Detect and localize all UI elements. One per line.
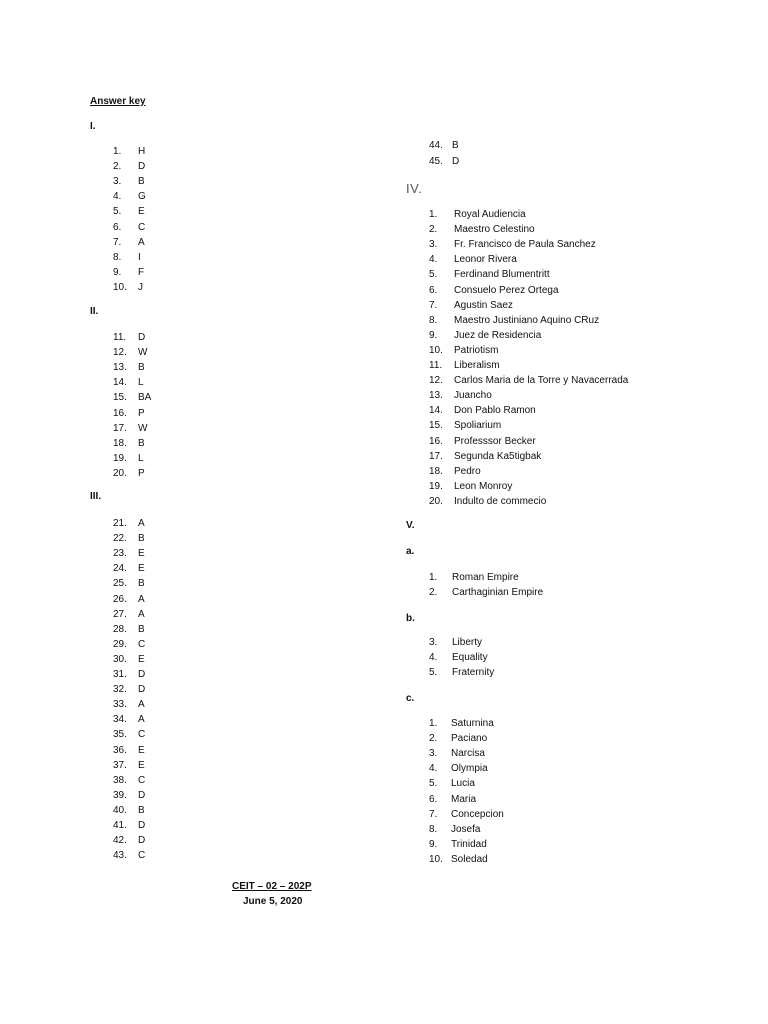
- list-item: [113, 221, 146, 234]
- item-answer: Liberalism: [454, 360, 500, 371]
- item-answer: Fr. Francisco de Paula Sanchez: [454, 239, 596, 251]
- list-item: [113, 437, 145, 450]
- list-item: [429, 823, 481, 836]
- item-answer: D: [138, 820, 146, 831]
- list-item: [113, 774, 146, 787]
- item-number: 33.: [113, 699, 127, 711]
- item-number: 3.: [113, 176, 122, 188]
- item-number: 39.: [113, 789, 127, 801]
- list-item: [429, 375, 629, 387]
- item-answer: I: [138, 251, 141, 263]
- list-item: [113, 422, 148, 435]
- item-answer: Concepcion: [451, 808, 504, 820]
- item-number: 4.: [429, 652, 438, 663]
- item-number: 36.: [113, 744, 127, 756]
- list-item: [429, 329, 542, 342]
- list-item: [429, 360, 500, 372]
- item-number: 43.: [113, 850, 127, 862]
- item-number: 6.: [429, 284, 438, 296]
- item-answer: E: [138, 563, 145, 575]
- item-number: 17.: [429, 450, 443, 462]
- list-item: [429, 314, 600, 327]
- item-answer: W: [138, 347, 148, 359]
- list-item: [429, 390, 492, 402]
- list-item: [113, 236, 145, 249]
- item-number: 3.: [429, 239, 438, 251]
- item-number: 42.: [113, 835, 127, 847]
- item-answer: E: [138, 548, 145, 560]
- item-number: 38.: [113, 774, 127, 786]
- item-answer: C: [138, 638, 146, 650]
- item-number: 12.: [429, 375, 443, 387]
- list-item: [113, 518, 145, 530]
- item-number: 34.: [113, 714, 127, 726]
- list-item: [429, 450, 542, 463]
- item-answer: BA: [138, 392, 152, 404]
- item-number: 3.: [429, 637, 438, 648]
- subsection-heading-a: a.: [406, 546, 415, 557]
- list-item: [113, 744, 145, 757]
- list-item: [429, 480, 513, 493]
- list-item: [429, 587, 544, 599]
- list-item: [113, 699, 145, 711]
- item-answer: D: [138, 332, 146, 343]
- item-number: 11.: [429, 360, 443, 371]
- section-code: CEIT – 02 – 202P: [232, 881, 312, 892]
- item-number: 9.: [429, 838, 438, 850]
- item-answer: C: [138, 774, 146, 786]
- item-number: 21.: [113, 518, 127, 529]
- item-number: 35.: [113, 729, 127, 741]
- item-number: 45.: [429, 156, 443, 167]
- list-item: [429, 853, 488, 866]
- list-item: [113, 161, 146, 173]
- list-item: [113, 669, 146, 681]
- item-number: 4.: [429, 254, 438, 266]
- item-answer: D: [138, 789, 146, 801]
- item-number: 3.: [429, 748, 438, 760]
- section-heading-3: III.: [90, 491, 102, 502]
- item-answer: Maestro Celestino: [454, 224, 535, 236]
- item-answer: W: [138, 422, 148, 434]
- item-answer: Soledad: [451, 853, 488, 865]
- item-number: 25.: [113, 578, 127, 590]
- list-item: [429, 420, 502, 432]
- list-item: [113, 191, 146, 203]
- item-number: 16.: [113, 407, 127, 419]
- item-answer: Spoliarium: [454, 420, 502, 432]
- list-item: [113, 548, 145, 560]
- list-item: [429, 733, 488, 745]
- list-item: [113, 638, 146, 651]
- item-answer: A: [138, 518, 145, 529]
- list-item: [113, 392, 152, 404]
- item-answer: Lucia: [451, 778, 475, 790]
- list-item: [429, 652, 488, 664]
- item-answer: L: [138, 452, 144, 464]
- list-item: [113, 623, 145, 636]
- list-item: [113, 281, 143, 294]
- list-item: [429, 778, 475, 790]
- item-number: 6.: [113, 221, 122, 233]
- item-number: 5.: [429, 778, 438, 790]
- item-number: 13.: [429, 390, 443, 402]
- item-number: 40.: [113, 804, 127, 816]
- item-number: 8.: [113, 251, 122, 263]
- list-item: [429, 465, 481, 478]
- list-item: [113, 835, 146, 847]
- item-number: 10.: [113, 281, 127, 293]
- list-item: [429, 793, 477, 806]
- item-number: 2.: [429, 733, 438, 745]
- list-item: [429, 435, 536, 448]
- item-number: 37.: [113, 759, 127, 771]
- item-number: 27.: [113, 608, 127, 620]
- item-number: 20.: [429, 495, 443, 507]
- section-heading-1: I.: [90, 121, 96, 132]
- item-number: 29.: [113, 638, 127, 650]
- list-item: [429, 763, 488, 775]
- list-item: [113, 467, 145, 480]
- item-answer: E: [138, 653, 145, 665]
- list-item: [113, 820, 146, 832]
- item-answer: B: [138, 804, 145, 816]
- item-answer: B: [138, 533, 145, 545]
- item-answer: L: [138, 377, 144, 389]
- list-item: [113, 714, 145, 726]
- item-answer: P: [138, 467, 145, 479]
- list-item: [429, 718, 494, 730]
- list-item: [429, 299, 513, 312]
- section-heading-5: V.: [406, 520, 415, 531]
- item-answer: Juancho: [454, 390, 492, 402]
- item-answer: A: [138, 236, 145, 248]
- item-answer: Leonor Rivera: [454, 254, 517, 266]
- item-number: 5.: [113, 206, 122, 218]
- item-number: 5.: [429, 667, 438, 678]
- item-answer: Maria: [451, 793, 477, 805]
- item-number: 41.: [113, 820, 127, 831]
- item-number: 7.: [429, 808, 438, 820]
- item-number: 19.: [113, 452, 127, 464]
- list-item: [113, 608, 145, 621]
- list-item: [429, 284, 559, 297]
- item-answer: Professsor Becker: [454, 435, 536, 447]
- item-answer: C: [138, 850, 146, 862]
- list-item: [113, 533, 145, 545]
- list-item: [113, 850, 146, 862]
- item-number: 44.: [429, 140, 443, 151]
- item-number: 32.: [113, 684, 127, 696]
- list-item: [429, 748, 485, 760]
- item-number: 18.: [113, 437, 127, 449]
- item-number: 15.: [113, 392, 127, 404]
- list-item: [113, 206, 145, 218]
- item-answer: Don Pablo Ramon: [454, 405, 536, 417]
- item-answer: A: [138, 699, 145, 711]
- list-item: [429, 269, 550, 281]
- item-answer: D: [138, 161, 146, 173]
- list-item: [429, 838, 487, 851]
- item-answer: B: [138, 578, 145, 590]
- list-item: [429, 209, 526, 221]
- item-number: 4.: [429, 763, 438, 775]
- item-number: 4.: [113, 191, 122, 203]
- item-number: 26.: [113, 593, 127, 605]
- item-answer: Maestro Justiniano Aquino CRuz: [454, 314, 600, 326]
- section-heading-2: II.: [90, 306, 99, 317]
- item-answer: Olympia: [451, 763, 488, 775]
- list-item: [113, 804, 145, 817]
- list-item: [113, 176, 145, 188]
- item-answer: Indulto de commecio: [454, 495, 547, 507]
- item-answer: Agustin Saez: [454, 299, 513, 311]
- item-number: 10.: [429, 853, 443, 865]
- item-number: 18.: [429, 465, 443, 477]
- item-answer: B: [138, 176, 145, 188]
- item-answer: B: [138, 362, 145, 374]
- item-number: 1.: [429, 572, 438, 583]
- item-answer: E: [138, 206, 145, 218]
- item-answer: D: [452, 156, 460, 167]
- item-answer: H: [138, 146, 146, 157]
- item-number: 6.: [429, 793, 438, 805]
- item-answer: C: [138, 221, 146, 233]
- list-item: [429, 572, 519, 584]
- item-answer: Patriotism: [454, 344, 499, 356]
- item-answer: F: [138, 266, 145, 278]
- item-answer: Royal Audiencia: [454, 209, 526, 220]
- item-answer: D: [138, 835, 146, 847]
- list-item: [113, 759, 145, 772]
- list-item: [113, 684, 146, 696]
- list-item: [113, 266, 145, 279]
- item-answer: E: [138, 759, 145, 771]
- list-item: [429, 140, 459, 152]
- item-number: 1.: [429, 718, 438, 729]
- item-number: 24.: [113, 563, 127, 575]
- item-number: 9.: [113, 266, 122, 278]
- list-item: [429, 495, 547, 508]
- item-number: 11.: [113, 332, 127, 343]
- list-item: [429, 224, 535, 236]
- item-answer: Paciano: [451, 733, 488, 745]
- document-date: June 5, 2020: [243, 896, 303, 907]
- item-answer: Roman Empire: [452, 572, 519, 583]
- item-answer: Narcisa: [451, 748, 485, 760]
- item-number: 14.: [429, 405, 443, 417]
- item-answer: A: [138, 608, 145, 620]
- item-answer: A: [138, 593, 145, 605]
- list-item: [113, 452, 144, 465]
- list-item: [429, 156, 460, 168]
- item-answer: A: [138, 714, 145, 726]
- item-number: 15.: [429, 420, 443, 432]
- list-item: [429, 239, 596, 251]
- list-item: [113, 347, 148, 359]
- item-number: 31.: [113, 669, 127, 680]
- item-answer: Juez de Residencia: [454, 329, 542, 341]
- item-number: 8.: [429, 314, 438, 326]
- item-answer: Liberty: [452, 637, 483, 648]
- item-number: 8.: [429, 823, 438, 835]
- item-number: 16.: [429, 435, 443, 447]
- list-item: [429, 405, 536, 417]
- item-answer: Josefa: [451, 823, 481, 835]
- item-answer: E: [138, 744, 145, 756]
- item-number: 28.: [113, 623, 127, 635]
- item-answer: C: [138, 729, 146, 741]
- item-answer: J: [138, 281, 143, 293]
- list-item: [113, 578, 145, 590]
- item-answer: Ferdinand Blumentritt: [454, 269, 550, 281]
- item-answer: D: [138, 669, 146, 680]
- item-answer: B: [138, 437, 145, 449]
- item-number: 12.: [113, 347, 127, 359]
- list-item: [113, 593, 145, 606]
- item-number: 22.: [113, 533, 127, 545]
- item-answer: Consuelo Perez Ortega: [454, 284, 559, 296]
- list-item: [429, 637, 483, 649]
- item-answer: G: [138, 191, 146, 203]
- item-answer: P: [138, 407, 145, 419]
- item-number: 19.: [429, 480, 443, 492]
- item-answer: Saturnina: [451, 718, 494, 729]
- item-answer: Leon Monroy: [454, 480, 513, 492]
- item-number: 2.: [429, 224, 438, 236]
- item-number: 2.: [429, 587, 438, 598]
- item-number: 7.: [429, 299, 438, 311]
- item-answer: B: [138, 623, 145, 635]
- list-item: [113, 251, 141, 264]
- list-item: [429, 808, 504, 821]
- list-item: [113, 407, 145, 420]
- item-number: 5.: [429, 269, 438, 281]
- item-number: 2.: [113, 161, 122, 173]
- list-item: [113, 146, 146, 158]
- list-item: [113, 789, 146, 802]
- item-answer: Segunda Ka5tigbak: [454, 450, 542, 462]
- item-number: 1.: [429, 209, 438, 220]
- list-item: [113, 377, 144, 389]
- subsection-heading-c: c.: [406, 693, 415, 704]
- item-answer: B: [452, 140, 459, 151]
- list-item: [113, 332, 146, 344]
- item-answer: Carthaginian Empire: [452, 587, 544, 598]
- item-number: 20.: [113, 467, 127, 479]
- item-answer: Equality: [452, 652, 488, 663]
- list-item: [429, 667, 495, 679]
- list-item: [113, 563, 145, 575]
- item-number: 14.: [113, 377, 127, 389]
- item-number: 7.: [113, 236, 122, 248]
- item-number: 9.: [429, 329, 438, 341]
- item-number: 30.: [113, 653, 127, 665]
- subsection-heading-b: b.: [406, 613, 415, 624]
- page-title: Answer key: [90, 96, 146, 107]
- item-number: 13.: [113, 362, 127, 374]
- list-item: [113, 653, 145, 666]
- item-number: 1.: [113, 146, 122, 157]
- item-number: 23.: [113, 548, 127, 560]
- item-answer: Carlos Maria de la Torre y Navacerrada: [454, 375, 629, 387]
- section-heading-4: IV.: [406, 181, 423, 196]
- item-answer: Pedro: [454, 465, 481, 477]
- item-number: 17.: [113, 422, 127, 434]
- item-number: 10.: [429, 344, 443, 356]
- item-answer: D: [138, 684, 146, 696]
- item-answer: Trinidad: [451, 838, 487, 850]
- item-answer: Fraternity: [452, 667, 495, 678]
- list-item: [113, 729, 146, 741]
- list-item: [113, 362, 145, 374]
- list-item: [429, 254, 517, 266]
- list-item: [429, 344, 499, 357]
